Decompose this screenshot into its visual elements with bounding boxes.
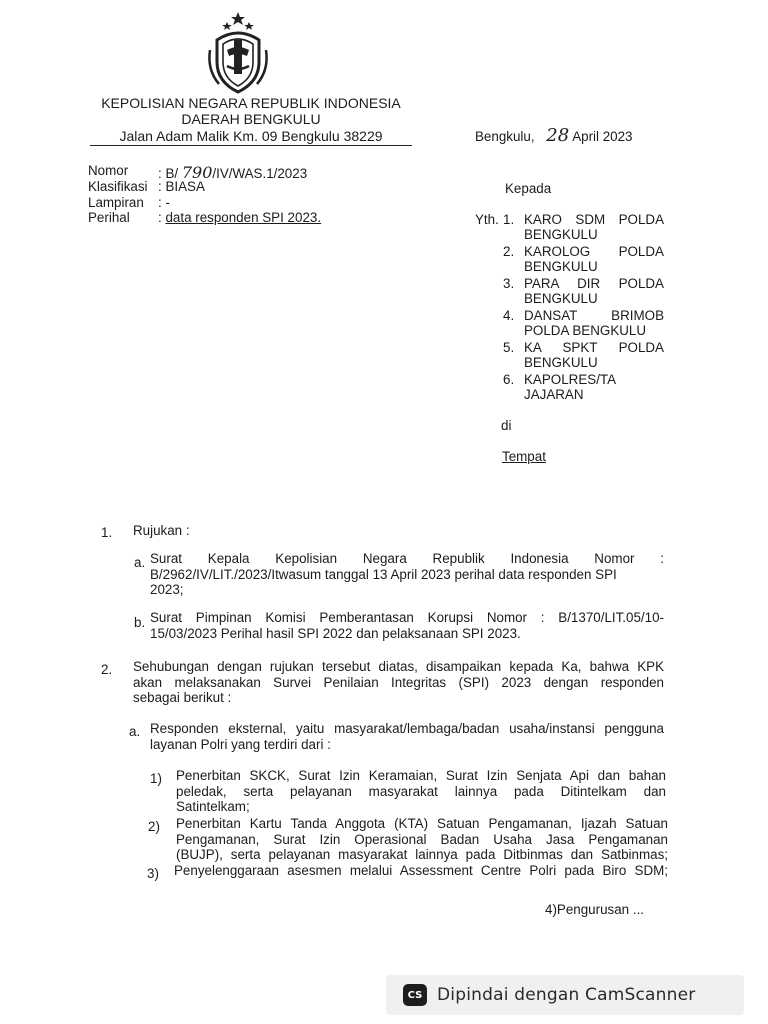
recipient-line1: KA SPKT POLDA <box>524 340 664 355</box>
subpoint-letter: a. <box>129 724 141 739</box>
meta-label: Klasifikasi <box>88 179 148 194</box>
recipient-line2: POLDA BENGKULU <box>524 323 647 338</box>
subject-text: data responden SPI 2023. <box>165 210 322 225</box>
recipient-line2: BENGKULU <box>524 355 598 370</box>
letter-date <box>475 125 633 146</box>
item-3-text: Penyelenggaraan asesmen melalui Assessment Centre Polri pada Biro SDM; <box>174 863 668 878</box>
item-1-text: Penerbitan SKCK, Surat Izin Keramaian, Surat Izin Senjata Api dan bahan peledak, serta pelayanan masyarakat lainnya pada Ditintelkam dan Satintelkam; <box>176 768 666 814</box>
tempat-label: Tempat <box>502 449 546 464</box>
recipient-line2: BENGKULU <box>524 291 598 306</box>
rujukan-a-text: Surat Kepala Kepolisian Negara Republik Indonesia Nomor : B/2962/IV/LIT./2023/Itwasum tanggal 13 April 2023 perihal data responden SPI 2023; <box>150 551 664 597</box>
continuation-text: 4)Pengurusan ... <box>545 902 645 917</box>
handwritten-number: 790 <box>181 163 213 182</box>
recipient-line2: JAJARAN <box>524 387 584 402</box>
paragraph-2a-text: Responden eksternal, yaitu masyarakat/lembaga/badan usaha/instansi pengguna layanan Polri yang terdiri dari : <box>150 721 664 752</box>
meta-label: Perihal <box>88 210 130 225</box>
recipient-line2: BENGKULU <box>524 227 598 242</box>
meta-value: : data responden SPI 2023. <box>158 210 322 225</box>
meta-value: : - <box>158 195 170 210</box>
camscanner-watermark <box>386 975 744 1015</box>
recipient-line2: BENGKULU <box>524 259 598 274</box>
camscanner-icon: CS <box>403 984 427 1006</box>
yth-label: Yth. <box>475 212 499 227</box>
recipient-line1: PARA DIR POLDA <box>524 276 664 291</box>
point-number: 1. <box>101 525 113 540</box>
point-number: 2. <box>101 662 113 677</box>
letterhead-rule <box>90 145 412 146</box>
date-day: 28 <box>546 125 570 146</box>
meta-value: : B/ 790/IV/WAS.1/2023 <box>158 163 308 182</box>
paragraph-2-text: Sehubungan dengan rujukan tersebut diatas, disampaikan kepada Ka, bahwa KPK akan melaksanakan Survei Penilaian Integritas (SPI) 2023 dengan responden sebagai berikut : <box>133 659 664 705</box>
letterhead-region: DAERAH BENGKULU <box>181 111 321 127</box>
letterhead-institution: KEPOLISIAN NEGARA REPUBLIK INDONESIA <box>101 95 401 111</box>
subpoint-letter: a. <box>134 555 146 570</box>
camscanner-label: Dipindai dengan CamScanner <box>437 985 696 1005</box>
item-2-text: Penerbitan Kartu Tanda Anggota (KTA) Satuan Pengamanan, Ijazah Satuan Pengamanan, Surat Izin Operasional Badan Usaha Jasa Pengamanan (BUJP), serta pelayanan masyarakat lainnya pada Ditbinmas dan Satbinmas; <box>176 816 668 862</box>
item-number: 3) <box>147 866 159 881</box>
date-month-year: April 2023 <box>572 129 633 144</box>
rujukan-b-text: Surat Pimpinan Komisi Pemberantasan Korupsi Nomor : B/1370/LIT.05/10- 15/03/2023 Perihal hasil SPI 2022 dan pelaksanaan SPI 2023. <box>150 610 664 641</box>
subpoint-letter: b. <box>134 615 146 630</box>
date-place: Bengkulu, <box>475 129 535 144</box>
police-emblem-icon <box>205 10 271 96</box>
recipient-line1: KAROLOG POLDA <box>524 244 664 259</box>
point-title: Rujukan : <box>133 523 190 538</box>
kepada-label: Kepada <box>505 181 552 196</box>
recipient-line1: KAPOLRES/TA <box>524 372 617 387</box>
letterhead-address: Jalan Adam Malik Km. 09 Bengkulu 38229 <box>119 128 383 144</box>
meta-label: Lampiran <box>88 195 144 210</box>
item-number: 2) <box>148 819 160 834</box>
di-label: di <box>501 418 512 433</box>
recipient-line1: KARO SDM POLDA <box>524 212 664 227</box>
meta-value: : BIASA <box>158 179 205 194</box>
item-number: 1) <box>150 771 162 786</box>
recipient-line1: DANSAT BRIMOB <box>524 308 664 323</box>
meta-label: Nomor <box>88 163 129 178</box>
